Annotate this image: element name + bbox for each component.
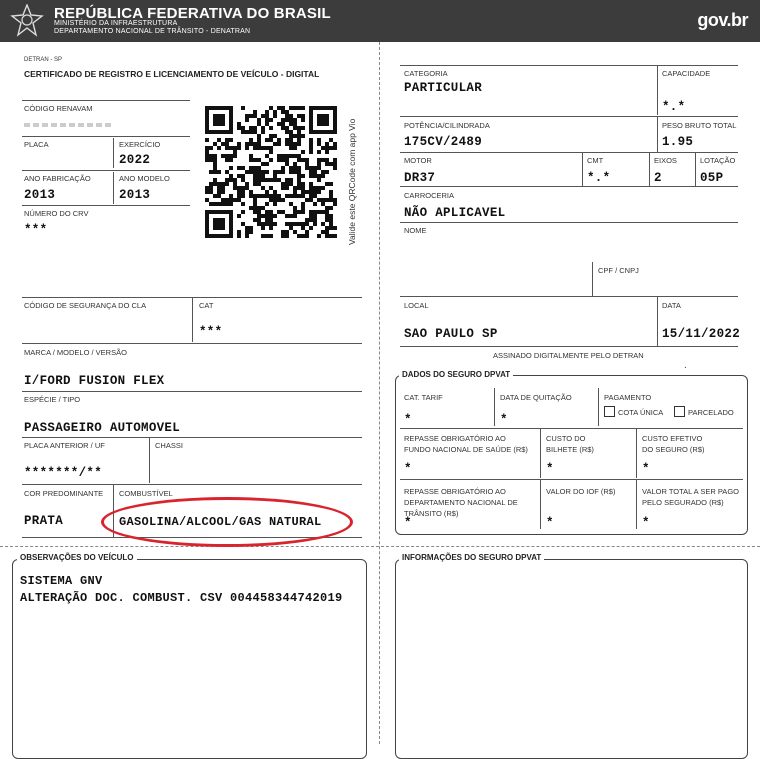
- divider: [22, 205, 190, 206]
- placa-label: PLACA: [24, 140, 49, 149]
- motor-value: DR37: [404, 171, 436, 185]
- dpvat-title: DADOS DO SEGURO DPVAT: [399, 370, 513, 379]
- lotacao-label: LOTAÇÃO: [700, 156, 736, 165]
- brasil-coat-of-arms-icon: [10, 4, 44, 38]
- crv-value: ***: [24, 223, 48, 237]
- repasse-saude-label-2: FUNDO NACIONAL DE SAÚDE (R$): [404, 445, 528, 454]
- divider: [400, 65, 738, 66]
- ano-fabricacao-label: ANO FABRICAÇÃO: [24, 174, 91, 183]
- chassi-label: CHASSI: [155, 441, 183, 450]
- divider: [400, 346, 738, 347]
- eixos-value: 2: [654, 171, 662, 185]
- info-dpvat-box: [395, 559, 748, 759]
- vertical-divider: [379, 42, 380, 744]
- eixos-label: EIXOS: [654, 156, 677, 165]
- total-value: *: [642, 516, 650, 530]
- divider: [22, 136, 190, 137]
- repasse-dep-label-2: DEPARTAMENTO NACIONAL DE: [404, 498, 518, 507]
- cat-tarif-value: *: [404, 413, 412, 427]
- data-label: DATA: [662, 301, 681, 310]
- header-bar: [0, 0, 760, 42]
- cat-tarif-label: CAT. TARIF: [404, 393, 443, 402]
- cor-value: PRATA: [24, 514, 64, 528]
- observacoes-line-1: SISTEMA GNV: [20, 574, 103, 588]
- custo-efetivo-label-2: DO SEGURO (R$): [642, 445, 705, 454]
- divider: [649, 152, 650, 186]
- data-quitacao-value: *: [500, 413, 508, 427]
- observacoes-box: [12, 559, 367, 759]
- horizontal-divider: [0, 546, 760, 547]
- local-label: LOCAL: [404, 301, 429, 310]
- divider: [400, 428, 743, 429]
- parcelado-label: PARCELADO: [688, 408, 734, 417]
- especie-label: ESPÉCIE / TIPO: [24, 395, 81, 404]
- divider: [400, 296, 738, 297]
- custo-efetivo-label-1: CUSTO EFETIVO: [642, 434, 703, 443]
- custo-bilhete-label-2: BILHETE (R$): [546, 445, 594, 454]
- divider: [149, 437, 150, 483]
- lotacao-value: 05P: [700, 171, 724, 185]
- divider: [400, 116, 738, 117]
- exercicio-label: EXERCÍCIO: [119, 140, 161, 149]
- cpf-label: CPF / CNPJ: [598, 266, 639, 275]
- divider: [22, 100, 190, 101]
- marca-value: I/FORD FUSION FLEX: [24, 374, 165, 388]
- placa-anterior-label: PLACA ANTERIOR / UF: [24, 441, 105, 450]
- divider: [22, 343, 362, 344]
- govbr-logo[interactable]: gov.br: [697, 10, 748, 30]
- categoria-label: CATEGORIA: [404, 69, 448, 78]
- certificate-title: CERTIFICADO DE REGISTRO E LICENCIAMENTO DE VEÍCULO - DIGITAL: [24, 69, 320, 79]
- cota-unica-label: COTA ÚNICA: [618, 408, 664, 417]
- categoria-value: PARTICULAR: [404, 81, 483, 95]
- local-value: SAO PAULO SP: [404, 327, 498, 341]
- ano-modelo-value: 2013: [119, 188, 151, 202]
- ano-fabricacao-value: 2013: [24, 188, 56, 202]
- cat-label: CAT: [199, 301, 214, 310]
- divider: [494, 388, 495, 426]
- divider: [657, 116, 658, 152]
- renavam-value: [24, 118, 114, 132]
- capacidade-value: *.*: [662, 100, 686, 114]
- capacidade-label: CAPACIDADE: [662, 69, 711, 78]
- repasse-dep-value: *: [404, 516, 412, 530]
- repasse-dep-label-1: REPASSE OBRIGATÓRIO AO: [404, 487, 506, 496]
- total-label-1: VALOR TOTAL A SER PAGO: [642, 487, 739, 496]
- header-ministry: MINISTÉRIO DA INFRAESTRUTURA: [54, 20, 178, 27]
- divider: [592, 262, 593, 296]
- divider: [22, 170, 190, 171]
- custo-bilhete-label-1: CUSTO DO: [546, 434, 586, 443]
- divider: [636, 479, 637, 529]
- combustivel-value: GASOLINA/ALCOOL/GAS NATURAL: [119, 515, 322, 529]
- divider: [113, 172, 114, 204]
- cmt-label: CMT: [587, 156, 604, 165]
- divider: [540, 479, 541, 529]
- cat-value: ***: [199, 325, 223, 339]
- header-department: DEPARTAMENTO NACIONAL DE TRÂNSITO - DENATRAN: [54, 28, 251, 35]
- observacoes-title: OBSERVAÇÕES DO VEÍCULO: [17, 553, 137, 562]
- issuer-label: DETRAN - SP: [24, 57, 63, 63]
- crv-label: NÚMERO DO CRV: [24, 209, 89, 218]
- repasse-dep-label-3: TRÂNSITO (R$): [404, 509, 459, 518]
- divider: [636, 428, 637, 478]
- divider: [22, 391, 362, 392]
- parcelado-checkbox[interactable]: [674, 406, 685, 417]
- iof-value: *: [546, 516, 554, 530]
- info-dpvat-title: INFORMAÇÕES DO SEGURO DPVAT: [399, 553, 544, 562]
- placa-anterior-value: *******/**: [24, 466, 103, 480]
- divider: [695, 152, 696, 186]
- dot-mark: .: [684, 360, 687, 371]
- data-value: 15/11/2022: [662, 327, 741, 341]
- iof-label: VALOR DO IOF (R$): [546, 487, 616, 496]
- divider: [598, 388, 599, 426]
- qr-validation-note: Valide este QRCode com app Vio: [347, 118, 357, 245]
- potencia-value: 175CV/2489: [404, 135, 483, 149]
- repasse-saude-label-1: REPASSE OBRIGATÓRIO AO: [404, 434, 506, 443]
- data-quitacao-label: DATA DE QUITAÇÃO: [500, 393, 572, 402]
- cota-unica-checkbox[interactable]: [604, 406, 615, 417]
- redacted-mask: [24, 123, 112, 127]
- divider: [657, 296, 658, 346]
- total-label-2: PELO SEGURADO (R$): [642, 498, 724, 507]
- potencia-label: POTÊNCIA/CILINDRADA: [404, 121, 490, 130]
- cmt-value: *.*: [587, 171, 611, 185]
- divider: [400, 152, 738, 153]
- renavam-label: CÓDIGO RENAVAM: [24, 104, 93, 113]
- repasse-saude-value: *: [404, 462, 412, 476]
- motor-label: MOTOR: [404, 156, 432, 165]
- divider: [582, 152, 583, 186]
- carroceria-value: NÃO APLICAVEL: [404, 206, 506, 220]
- marca-label: MARCA / MODELO / VERSÃO: [24, 348, 127, 357]
- especie-value: PASSAGEIRO AUTOMOVEL: [24, 421, 181, 435]
- peso-value: 1.95: [662, 135, 694, 149]
- custo-efetivo-value: *: [642, 462, 650, 476]
- divider: [400, 222, 738, 223]
- exercicio-value: 2022: [119, 153, 151, 167]
- highlight-ellipse: [101, 497, 353, 547]
- peso-label: PESO BRUTO TOTAL: [662, 121, 737, 130]
- divider: [192, 297, 193, 342]
- nome-label: NOME: [404, 226, 427, 235]
- divider: [113, 138, 114, 168]
- divider: [22, 437, 362, 438]
- custo-bilhete-value: *: [546, 462, 554, 476]
- pagamento-label: PAGAMENTO: [604, 393, 652, 402]
- divider: [22, 484, 362, 485]
- divider: [657, 65, 658, 115]
- cor-label: COR PREDOMINANTE: [24, 489, 104, 498]
- qr-code-icon[interactable]: [205, 106, 337, 238]
- cla-label: CÓDIGO DE SEGURANÇA DO CLA: [24, 301, 147, 310]
- combustivel-label: COMBUSTÍVEL: [119, 489, 173, 498]
- assinado-label: ASSINADO DIGITALMENTE PELO DETRAN: [493, 351, 644, 360]
- carroceria-label: CARROCERIA: [404, 191, 455, 200]
- divider: [540, 428, 541, 478]
- observacoes-line-2: ALTERAÇÃO DOC. COMBUST. CSV 004458344742019: [20, 591, 343, 605]
- ano-modelo-label: ANO MODELO: [119, 174, 170, 183]
- divider: [400, 186, 738, 187]
- divider: [400, 479, 743, 480]
- header-title: REPÚBLICA FEDERATIVA DO BRASIL: [54, 5, 331, 22]
